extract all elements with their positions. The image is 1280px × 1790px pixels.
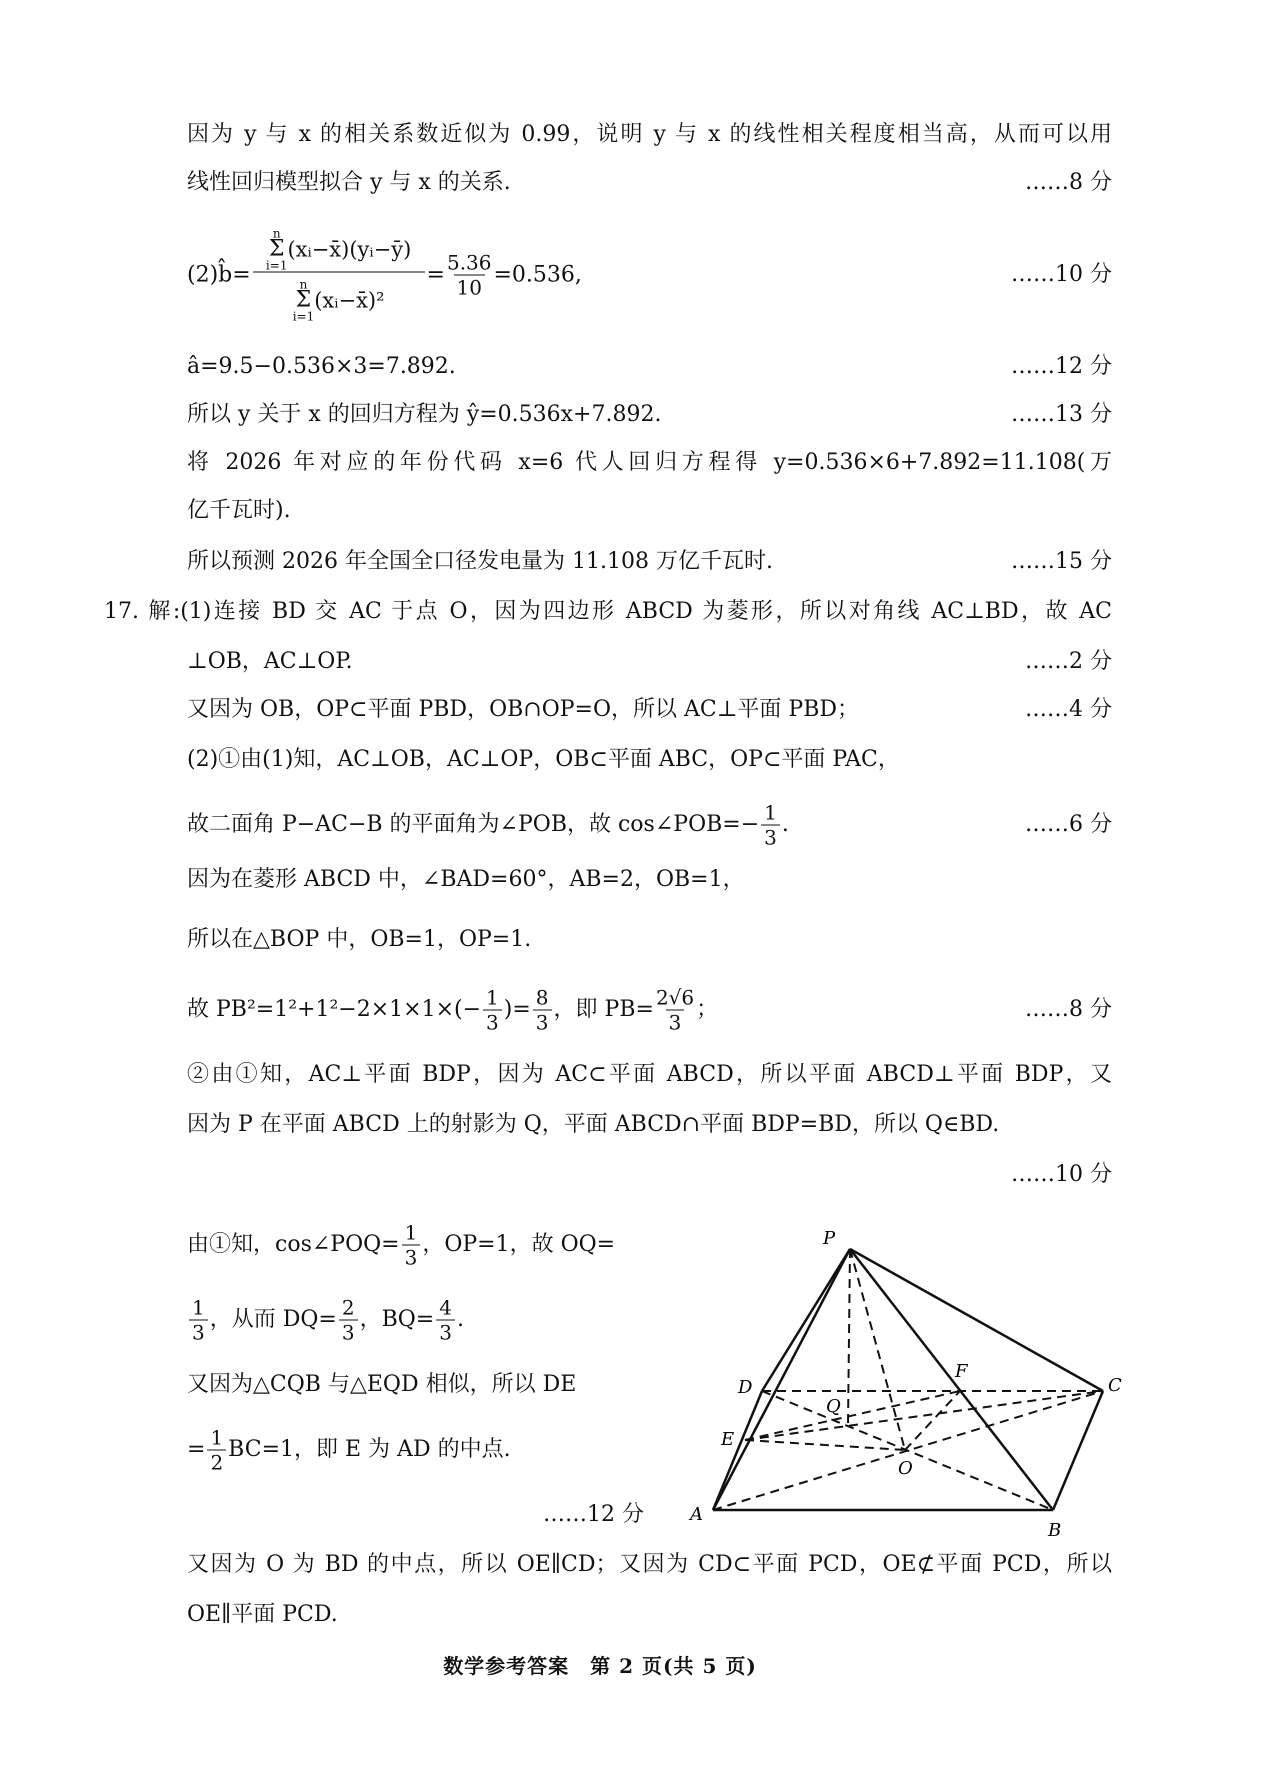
fraction: $\frac{2√6}{3}$ xyxy=(655,985,695,1035)
text-line: OE∥平面 PCD. xyxy=(187,1602,338,1627)
label-o: O xyxy=(898,1458,913,1479)
text-line: 所以 y 关于 x 的回归方程为 ŷ=0.536x+7.892. xyxy=(187,402,662,427)
numerator: (xᵢ−x̄)(yᵢ−ȳ) xyxy=(287,237,412,262)
label-d: D xyxy=(738,1377,753,1398)
text-line: 因为在菱形 ABCD 中，∠BAD=60°，AB=2，OB=1， xyxy=(187,867,745,892)
score-mark: ……10 分 xyxy=(1011,1162,1112,1187)
label-e: E xyxy=(721,1429,735,1450)
result: =0.536, xyxy=(493,262,582,287)
text-line: = $\frac{1}{2}$ BC=1，即 E 为 AD 的中点. xyxy=(187,1425,511,1475)
fraction: $\frac{5.36}{10}$ xyxy=(446,250,492,300)
text-line: â=9.5−0.536×3=7.892. xyxy=(187,354,456,379)
score-mark: ……10 分 xyxy=(1011,262,1112,287)
sigma: n Σ i=1 xyxy=(292,277,315,324)
text-line: 所以在△BOP 中，OB=1，OP=1. xyxy=(187,927,532,952)
text-line: 由①知，cos∠POQ= $\frac{1}{3}$ ，OP=1，故 OQ= xyxy=(187,1220,616,1270)
fraction: $\frac{2}{3}$ xyxy=(339,1296,358,1345)
text-line: 故 PB²=1²+1²−2×1×1×(− $\frac{1}{3}$ )= $\frac{8}{3}$ ，即 PB= $\frac{2√6}{3}$ ； xyxy=(187,985,719,1035)
score-mark: ……13 分 xyxy=(1011,402,1112,427)
fraction: $\frac{4}{3}$ xyxy=(436,1296,455,1345)
text-line: 亿千瓦时). xyxy=(187,498,291,523)
denominator: (xᵢ−x̄)² xyxy=(314,288,385,313)
fraction: $\frac{1}{3}$ xyxy=(761,801,780,850)
text-line: 故二面角 P−AC−B 的平面角为∠POB，故 cos∠POB=− $\frac{1}{3}$ . xyxy=(187,800,789,850)
score-mark: ……8 分 xyxy=(1025,170,1112,195)
text-line: 又因为 O 为 BD 的中点，所以 OE∥CD；又因为 CD⊂平面 PCD，OE⊄平面 PCD，所以 xyxy=(187,1552,1112,1577)
text-line: ②由①知，AC⊥平面 BDP，因为 AC⊂平面 ABCD，所以平面 ABCD⊥平面 BDP，又 xyxy=(187,1062,1112,1087)
text-line: ⊥OB，AC⊥OP. xyxy=(187,649,353,674)
label-q: Q xyxy=(826,1396,841,1417)
sigma: n Σ i=1 xyxy=(265,226,288,273)
text-line: 所以预测 2026 年全国全口径发电量为 11.108 万亿千瓦时. xyxy=(187,549,773,574)
text-line: 将 2026 年对应的年份代码 x=6 代人回归方程得 y=0.536×6+7.892=11.108(万 xyxy=(187,450,1112,475)
label-p: P xyxy=(823,1228,836,1249)
score-mark: ……8 分 xyxy=(1025,997,1112,1022)
label-b: B xyxy=(1048,1520,1062,1541)
text-line: 又因为 OB，OP⊂平面 PBD，OB∩OP=O，所以 AC⊥平面 PBD； xyxy=(187,697,860,722)
fraction: $\frac{1}{3}$ xyxy=(402,1221,421,1270)
text-line: (2)①由(1)知，AC⊥OB，AC⊥OP，OB⊂平面 ABC，OP⊂平面 PAC， xyxy=(187,747,900,772)
score-mark: ……6 分 xyxy=(1025,812,1112,837)
score-mark: ……12 分 xyxy=(543,1502,644,1527)
score-mark: ……12 分 xyxy=(1011,354,1112,379)
score-mark: ……2 分 xyxy=(1025,649,1112,674)
label-f: F xyxy=(955,1361,968,1382)
fraction: $\frac{1}{3}$ xyxy=(483,986,502,1035)
problem-17-heading: 17. 解:(1)连接 BD 交 AC 于点 O，因为四边形 ABCD 为菱形，所以对角线 AC⊥BD，故 AC xyxy=(104,599,1112,624)
text-line: $\frac{1}{3}$ ，从而 DQ= $\frac{2}{3}$ ，BQ= $\frac{4}{3}$ . xyxy=(187,1296,464,1345)
text-line: 因为 y 与 x 的相关系数近似为 0.99，说明 y 与 x 的线性相关程度相当高，从而可以用 xyxy=(187,122,1112,147)
text-line: 线性回归模型拟合 y 与 x 的关系. xyxy=(187,170,511,195)
fraction: $\frac{8}{3}$ xyxy=(533,986,552,1035)
formula-prefix: (2)b̂= xyxy=(187,262,251,287)
text-line: 因为 P 在平面 ABCD 上的射影为 Q，平面 ABCD∩平面 BDP=BD，所以 Q∈BD. xyxy=(187,1112,1000,1137)
score-mark: ……15 分 xyxy=(1011,549,1112,574)
label-c: C xyxy=(1108,1375,1122,1396)
equals: = xyxy=(426,262,445,287)
fraction: $\frac{1}{2}$ xyxy=(207,1426,226,1475)
label-a: A xyxy=(690,1504,703,1525)
fraction: $\frac{1}{3}$ xyxy=(189,1296,208,1345)
page-footer: 数学参考答案 第 2 页(共 5 页) xyxy=(443,1654,757,1678)
text-line: 又因为△CQB 与△EQD 相似，所以 DE xyxy=(187,1372,577,1397)
score-mark: ……4 分 xyxy=(1025,697,1112,722)
